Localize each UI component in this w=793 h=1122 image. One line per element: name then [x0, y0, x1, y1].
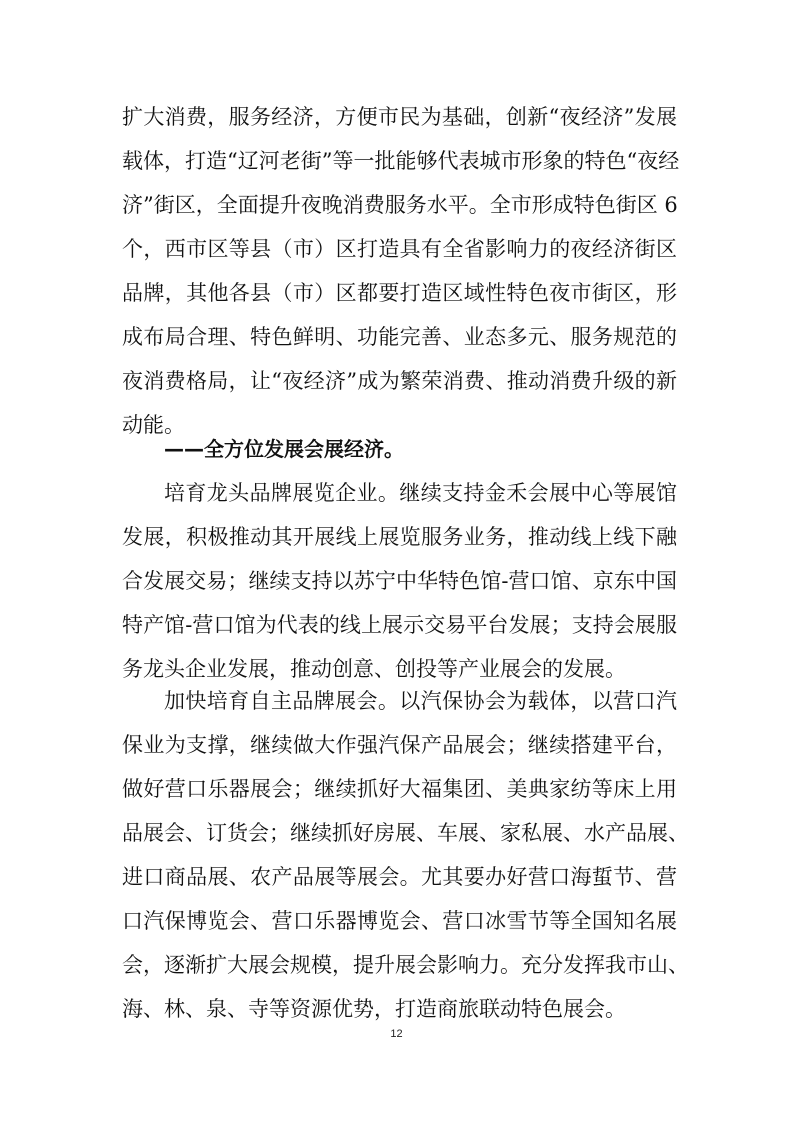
paragraph-3-line-4: 品展会、订货会；继续抓好房展、车展、家私展、水产品展、 [122, 821, 689, 845]
paragraph-2-line-4: 特产馆-营口馆为代表的线上展示交易平台发展；支持会展服 [122, 613, 677, 637]
paragraph-3-line-2: 保业为支撑，继续做大作强汽保产品展会；继续搭建平台， [122, 733, 677, 757]
paragraph-3-line-1: 加快培育自主品牌展会。以汽保协会为载体，以营口汽 [164, 689, 677, 713]
paragraph-1-line-3: 济”街区，全面提升夜晚消费服务水平。全市形成特色街区 6 [122, 193, 678, 217]
paragraph-3-line-6: 口汽保博览会、营口乐器博览会、营口冰雪节等全国知名展 [122, 909, 677, 933]
paragraph-1-line-6: 成布局合理、特色鲜明、功能完善、业态多元、服务规范的 [122, 325, 677, 349]
paragraph-2-line-1: 培育龙头品牌展览企业。继续支持金禾会展中心等展馆 [164, 481, 677, 505]
paragraph-1-line-2: 载体，打造“辽河老街”等一批能够代表城市形象的特色“夜经 [122, 149, 680, 173]
paragraph-1-line-7: 夜消费格局，让“夜经济”成为繁荣消费、推动消费升级的新 [122, 369, 677, 393]
paragraph-1-line-5: 品牌，其他各县（市）区都要打造区域性特色夜市街区，形 [122, 281, 677, 305]
paragraph-1-line-1: 扩大消费，服务经济，方便市民为基础，创新“夜经济”发展 [122, 105, 677, 129]
page-number: 12 [390, 1028, 403, 1040]
paragraph-3-line-8: 海、林、泉、寺等资源优势，打造商旅联动特色展会。 [122, 997, 626, 1021]
paragraph-3-line-3: 做好营口乐器展会；继续抓好大福集团、美典家纺等床上用 [122, 777, 677, 801]
paragraph-2-line-3: 合发展交易；继续支持以苏宁中华特色馆-营口馆、京东中国 [122, 569, 677, 593]
section-heading: ——全方位发展会展经济。 [164, 437, 404, 461]
paragraph-1-line-4: 个，西市区等县（市）区打造具有全省影响力的夜经济街区 [122, 237, 677, 261]
paragraph-3-line-5: 进口商品展、农产品展等展会。尤其要办好营口海蜇节、营 [122, 865, 677, 889]
paragraph-2-line-2: 发展，积极推动其开展线上展览服务业务，推动线上线下融 [122, 525, 677, 549]
paragraph-2-line-5: 务龙头企业发展，推动创意、创投等产业展会的发展。 [122, 657, 626, 681]
paragraph-3-line-7: 会，逐渐扩大展会规模，提升展会影响力。充分发挥我市山、 [122, 953, 689, 977]
paragraph-1-line-8: 动能。 [122, 413, 185, 437]
